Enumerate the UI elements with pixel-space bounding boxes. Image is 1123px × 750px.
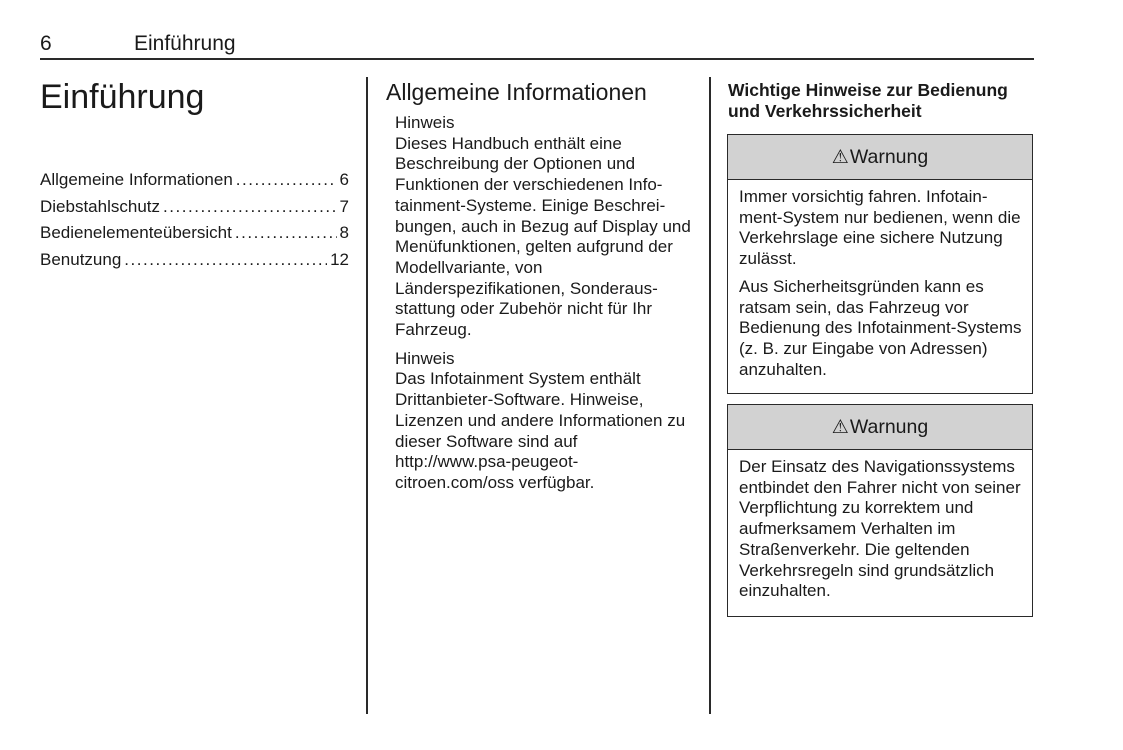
toc-item-page: 8	[339, 223, 349, 242]
toc-leader-dots	[163, 194, 337, 221]
toc-item-label: Bedienelementeübersicht	[40, 223, 232, 242]
warning-heading: Warnung	[849, 415, 929, 438]
warning-paragraph: Aus Sicherheitsgründen kann es ratsam sein, das Fahrzeug vor Bedienung des Infotainment-Systems (z. B. zur Eingabe von Adressen) anzuhalten.	[739, 276, 1022, 379]
column-divider-2	[709, 77, 711, 714]
toc-leader-dots	[235, 220, 337, 247]
note-title: Hinweis	[395, 113, 455, 132]
safety-section	[728, 80, 1034, 122]
warning-triangle-icon: ⚠	[831, 146, 849, 168]
page-number: 6	[40, 32, 52, 55]
general-information-section	[386, 79, 696, 494]
table-of-contents	[40, 167, 349, 273]
warning-triangle-icon: ⚠	[831, 416, 849, 438]
header-rule	[40, 58, 1034, 60]
warning-body	[728, 180, 1032, 380]
toc-item-label: Diebstahlschutz	[40, 196, 161, 216]
toc-leader-dots	[236, 167, 337, 194]
toc-item-label: Benutzung	[40, 249, 122, 269]
toc-item-page: 6	[339, 170, 349, 189]
toc-item-diebstahlschutz[interactable]	[40, 194, 349, 221]
toc-item-page: 7	[339, 196, 349, 216]
note-text: Das Infotainment System enthält Drittanbieter-Software. Hinweise, Lizenzen und andere Informationen zu dieser Software sind auf http://www.psa-peugeot-citroen.com/oss verfügbar.	[395, 369, 686, 492]
warning-paragraph: Der Einsatz des Navigationssystems entbindet den Fahrer nicht von seiner Verpflichtung zu korrektem und aufmerksamem Verhalten im Straßenverkehr. Die geltenden Verkehrsregeln sind grundsätzlich einzuhalten.	[739, 457, 1021, 601]
chapter-title: Einführung	[40, 78, 205, 116]
warning-box-1	[727, 134, 1033, 394]
warning-body	[728, 450, 1032, 602]
warning-box-2	[727, 404, 1033, 617]
toc-item-benutzung[interactable]	[40, 247, 349, 274]
section-title: Allgemeine Informationen	[386, 79, 647, 105]
note-text: Dieses Handbuch enthält eine Beschreibung der Optionen und Funktionen der verschiedenen Infotainment-Systeme. Einige Beschreibungen, auch in Bezug auf Display und Menüfunktionen, gelten aufgrund der Modellvariante, von Länderspezifikationen, Sonderausstattung oder Zubehör nicht für Ihr Fahrzeug.	[395, 133, 691, 340]
toc-item-bedienelementeuebersicht[interactable]	[40, 220, 349, 247]
column-divider-1	[366, 77, 368, 714]
warning-paragraph: Immer vorsichtig fahren. Infotainment-System nur bedienen, wenn die Verkehrslage eine sichere Nutzung zulässt.	[739, 187, 1021, 269]
toc-item-label: Allgemeine Informationen	[40, 170, 233, 189]
note-2	[395, 349, 696, 494]
toc-leader-dots	[124, 247, 327, 274]
running-header-title: Einführung	[134, 32, 236, 55]
note-title: Hinweis	[395, 348, 455, 368]
toc-item-page: 12	[330, 249, 349, 269]
warning-heading: Warnung	[849, 145, 929, 168]
warning-header	[728, 135, 1032, 180]
note-1	[395, 113, 696, 341]
warning-header	[728, 405, 1032, 450]
toc-item-allgemeine-informationen[interactable]	[40, 167, 349, 194]
subsection-title: Wichtige Hinweise zur Bedienung und Verkehrssicherheit	[728, 80, 1008, 121]
